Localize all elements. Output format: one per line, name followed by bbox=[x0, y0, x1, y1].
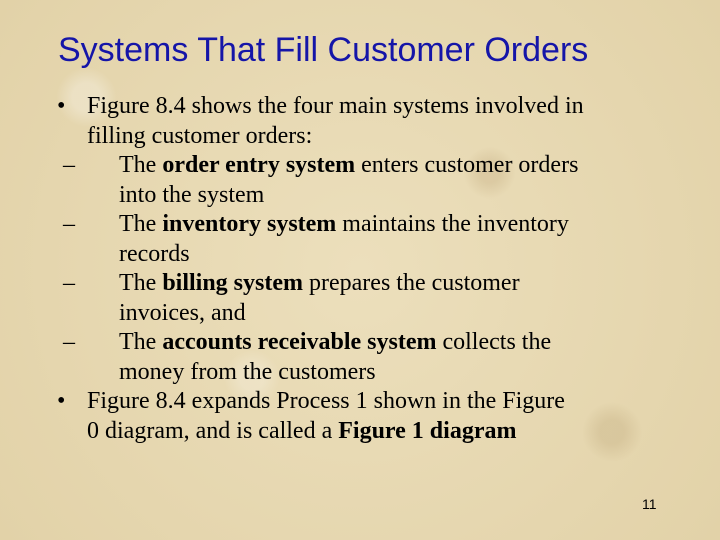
sub-item-suffix: collects the bbox=[436, 329, 552, 355]
system-name: inventory system bbox=[162, 211, 337, 237]
sub-item-prefix: The bbox=[119, 329, 163, 355]
system-name: billing system bbox=[162, 270, 303, 296]
page-number: 11 bbox=[642, 496, 657, 512]
bullet-item bbox=[57, 92, 697, 151]
slide-body bbox=[57, 92, 697, 446]
dash-marker: – bbox=[63, 270, 75, 296]
sub-item-prefix: The bbox=[119, 152, 163, 178]
dash-marker: – bbox=[63, 329, 75, 355]
bullet-text-prefix: 0 diagram, and is called a bbox=[87, 417, 339, 444]
sub-item-line bbox=[119, 269, 697, 299]
bullet-marker: • bbox=[57, 388, 66, 414]
figure-name: Figure 1 diagram bbox=[338, 417, 517, 444]
bullet-text-line bbox=[87, 417, 697, 447]
bullet-text-line: Figure 8.4 shows the four main systems involved in bbox=[87, 93, 584, 119]
bullet-marker: • bbox=[57, 93, 66, 119]
sub-item-prefix: The bbox=[119, 270, 163, 296]
sub-item-continuation: invoices, and bbox=[119, 299, 246, 326]
sub-item-line bbox=[119, 210, 697, 240]
sub-item-continuation: into the system bbox=[119, 181, 265, 208]
sub-item-line bbox=[119, 151, 697, 181]
bullet-text-line: filling customer orders: bbox=[87, 122, 313, 149]
sub-item-prefix: The bbox=[119, 211, 163, 237]
sub-item-line bbox=[119, 328, 697, 358]
dash-marker: – bbox=[63, 152, 75, 178]
sub-item-continuation: records bbox=[119, 240, 190, 267]
sub-item-suffix: maintains the inventory bbox=[336, 211, 569, 237]
bullet-text-line: Figure 8.4 expands Process 1 shown in the Figure bbox=[87, 388, 565, 414]
sub-item bbox=[57, 210, 697, 269]
sub-item-suffix: enters customer orders bbox=[355, 152, 579, 178]
sub-item-suffix: prepares the customer bbox=[303, 270, 520, 296]
slide-title: Systems That Fill Customer Orders bbox=[58, 31, 589, 69]
bullet-item bbox=[57, 387, 697, 446]
sub-item bbox=[57, 328, 697, 387]
sub-item bbox=[57, 151, 697, 210]
sub-item bbox=[57, 269, 697, 328]
system-name: order entry system bbox=[162, 152, 356, 178]
dash-marker: – bbox=[63, 211, 75, 237]
sub-item-continuation: money from the customers bbox=[119, 358, 376, 385]
system-name: accounts receivable system bbox=[162, 329, 437, 355]
